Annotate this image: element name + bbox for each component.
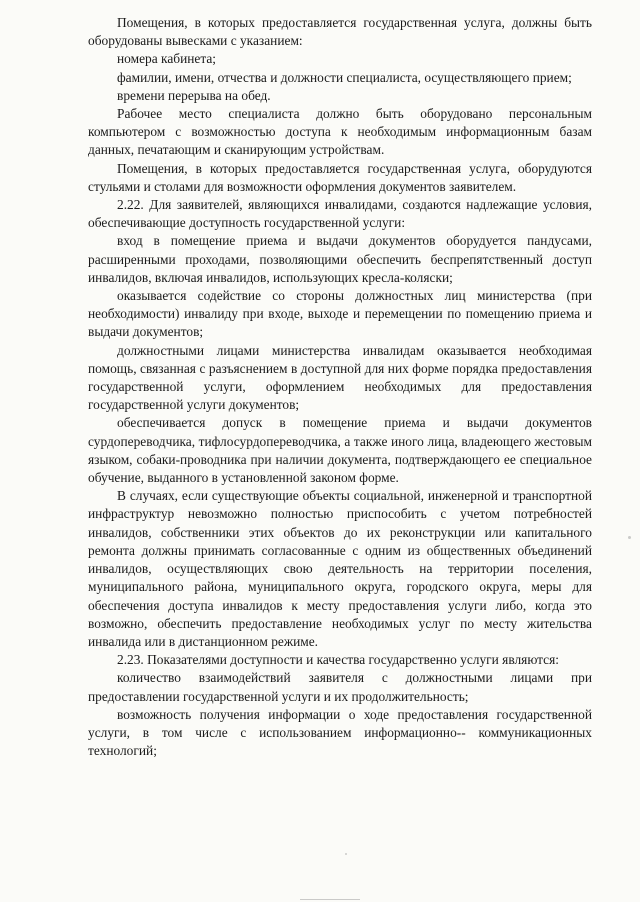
list-item: номера кабинета; xyxy=(117,51,217,67)
scan-speck xyxy=(345,853,347,855)
scan-speck xyxy=(628,536,631,539)
list-item: времени перерыва на обед. xyxy=(117,87,271,103)
paragraph: Помещения, в которых предоставляется государственная услуга, должны быть оборудованы вывесками с указанием: xyxy=(88,15,592,49)
paragraph: Рабочее место специалиста должно быть оборудовано персональным компьютером с возможностью доступа к необходимым информационным базам данных, печатающим и сканирующим устройствам. xyxy=(88,106,592,158)
list-item: возможность получения информации о ходе предоставления государственной услуги, в том числе с использованием информационно-- коммуникационных технологий; xyxy=(88,706,592,759)
list-item: оказывается содействие со стороны должностных лиц министерства (при необходимости) инвалиду при входе, выходе и перемещении по помещению приема и выдачи документов; xyxy=(88,288,592,340)
paragraph: Помещения, в которых предоставляется государственная услуга, оборудуются стульями и столами для возможности оформления документов заявителем. xyxy=(88,160,592,194)
list-item: обеспечивается допуск в помещение приема и выдачи документов сурдопереводчика, тифлосурдопереводчика, а также иного лица, владеющего жестовым языком, собаки-проводника при наличии документа, подтверждающего ее специальное обучение, выданного в установленной законом форме. xyxy=(88,415,592,486)
list-item: фамилии, имени, отчества и должности специалиста, осуществляющего прием; xyxy=(117,69,572,85)
list-item: должностными лицами министерства инвалидам оказывается необходимая помощь, связанная с разъяснением в доступной для них форме порядка предоставления государственной услуги, оформлением необходимых для предоставления государственной услуги документов; xyxy=(88,342,592,413)
document-body xyxy=(88,14,592,760)
list-item: вход в помещение приема и выдачи документов оборудуется пандусами, расширенными проходами, позволяющими обеспечить беспрепятственный доступ инвалидов, включая инвалидов, использующих кресла-коляски; xyxy=(88,233,592,285)
list-item: количество взаимодействий заявителя с должностными лицами при предоставлении государственной услуги и их продолжительность; xyxy=(88,670,592,704)
paragraph: В случаях, если существующие объекты социальной, инженерной и транспортной инфраструктур невозможно полностью приспособить с учетом потребностей инвалидов, собственники этих объектов до их реконструкции или капитального ремонта должны принимать согласованные с одним из общественных объединений инвалидов, осуществляющих свою деятельность на территории поселения, муниципального района, муниципального округа, городского округа, меры для обеспечения доступа инвалидов к месту предоставления услуги либо, когда это возможно, обеспечить предоставление необходимых услуг по месту жительства инвалида или в дистанционном режиме. xyxy=(88,488,592,649)
scan-edge-line xyxy=(300,899,360,900)
section-paragraph: 2.22. Для заявителей, являющихся инвалидами, создаются надлежащие условия, обеспечивающие доступность государственной услуги: xyxy=(88,197,592,231)
section-paragraph: 2.23. Показателями доступности и качества государственно услуги являются: xyxy=(117,652,559,668)
